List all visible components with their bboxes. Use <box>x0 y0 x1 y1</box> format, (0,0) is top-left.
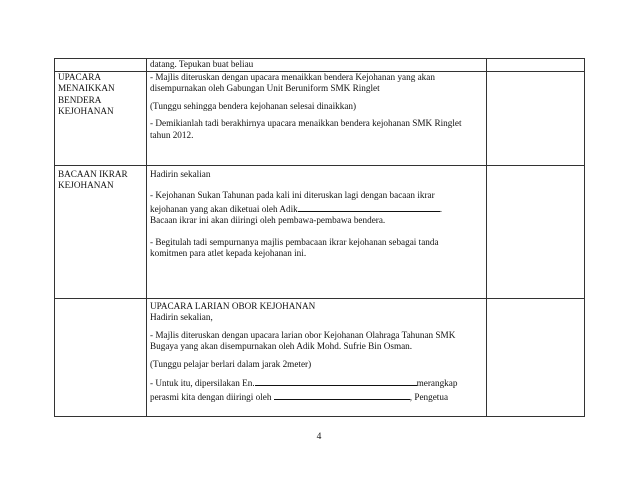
section-label: BACAAN IKRAR <box>58 168 128 179</box>
content-cell <box>147 165 487 298</box>
text-line: (Tunggu pelajar berlari dalam jarak 2meter) <box>150 358 312 369</box>
blank-line <box>274 390 410 400</box>
content-cell <box>147 71 487 165</box>
table-row <box>55 165 585 298</box>
section-label: BENDERA <box>58 94 102 105</box>
notes-cell <box>487 165 585 298</box>
text-line: (Tunggu sehingga bendera kejohanan selesai dinaikkan) <box>150 100 357 111</box>
text-line: komitmen para atlet kepada kejohanan ini. <box>150 248 307 258</box>
table-row <box>55 298 585 416</box>
section-label: MENAIKKAN <box>58 83 115 93</box>
section-label: UPACARA <box>58 71 102 82</box>
notes-cell <box>487 71 585 165</box>
text-line: - Majlis diteruskan dengan upacara larian obor Kejohanan Olahraga Tahunan SMK <box>150 329 456 340</box>
label-cell <box>55 59 147 72</box>
text-line: - Demikianlah tadi berakhirnya upacara menaikkan bendera kejohanan SMK Ringlet <box>150 118 462 128</box>
text-line: Bugaya yang akan disempurnakan oleh Adik Mohd. Sufrie Bin Osman. <box>150 341 413 351</box>
text-line: UPACARA LARIAN OBOR KEJOHANAN <box>150 300 316 311</box>
section-label: KEJOHANAN <box>58 106 114 116</box>
text-line: Hadirin sekalian, <box>150 312 213 322</box>
table-row <box>55 71 585 165</box>
text-line: Hadirin sekalian <box>150 168 211 179</box>
text-line: - Begitulah tadi sempurnanya majlis pembacaan ikrar kejohanan sebagai tanda <box>150 236 439 247</box>
text-line: datang. Tepukan buat beliau <box>150 59 254 69</box>
notes-cell <box>487 298 585 416</box>
label-cell <box>55 298 147 416</box>
page-number: 4 <box>316 432 322 442</box>
event-script-table <box>54 58 585 417</box>
content-cell <box>147 59 487 72</box>
text-line: perasmi kita dengan diiringi oleh , Pengetua <box>150 391 449 402</box>
blank-line <box>255 376 417 386</box>
table-row <box>55 59 585 72</box>
notes-cell <box>487 59 585 72</box>
text-line: Bacaan ikrar ini akan diiringi oleh pembawa-pembawa bendera. <box>150 215 386 225</box>
label-cell <box>55 165 147 298</box>
text-line: kejohanan yang akan diketuai oleh Adik . <box>150 203 443 214</box>
text-line: tahun 2012. <box>150 129 194 140</box>
text-line: - Majlis diteruskan dengan upacara menaikkan bendera Kejohanan yang akan <box>150 71 435 82</box>
text-line: - Kejohanan Sukan Tahunan pada kali ini diteruskan lagi dengan bacaan ikrar <box>150 190 435 200</box>
text-line: - Untuk itu, dipersilakan En. merangkap <box>150 378 458 388</box>
content-cell <box>147 298 487 416</box>
blank-line <box>298 202 440 212</box>
label-cell <box>55 71 147 165</box>
text-line: disempurnakan oleh Gabungan Unit Beruniform SMK Ringlet <box>150 83 380 93</box>
section-label: KEJOHANAN <box>58 180 114 190</box>
